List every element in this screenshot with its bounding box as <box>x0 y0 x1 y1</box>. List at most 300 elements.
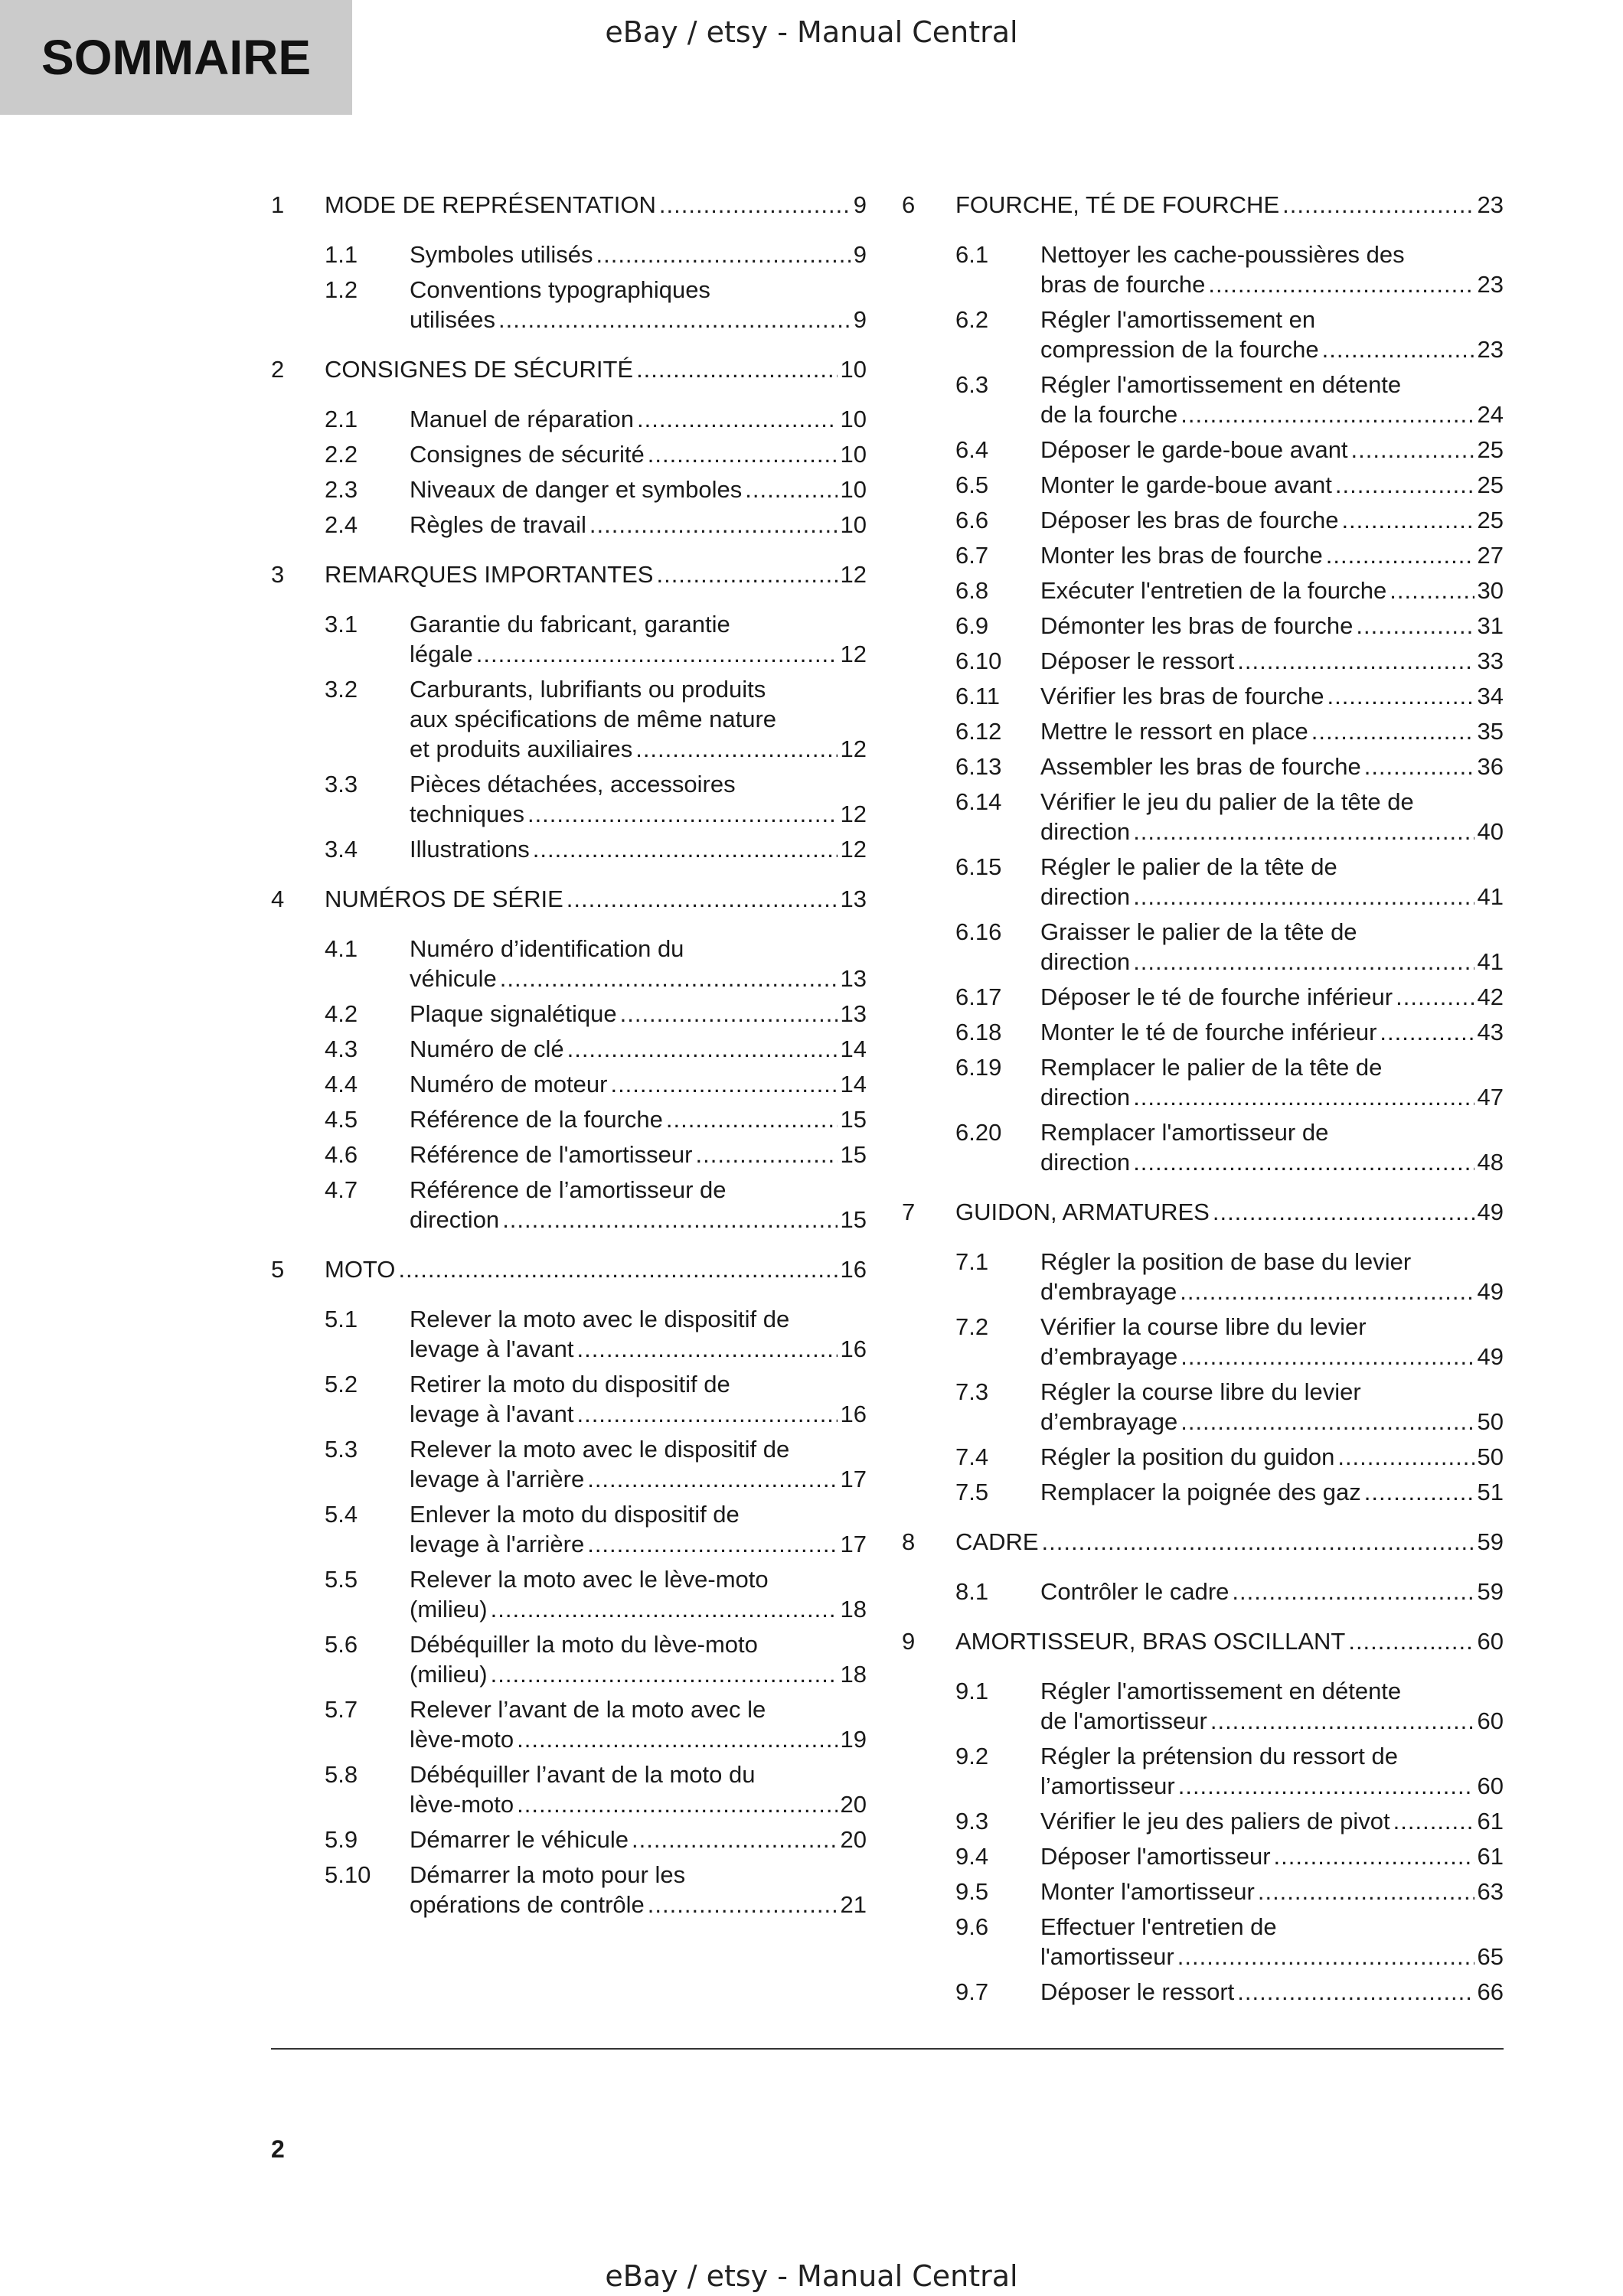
toc-entry-number: 5.3 <box>325 1436 358 1463</box>
toc-entry-title: Numéro de moteur <box>410 1071 608 1097</box>
toc-entry-text <box>1040 787 1504 846</box>
dot-leader <box>1282 190 1474 220</box>
toc-entry-title-line: Conventions typographiques <box>410 276 710 303</box>
toc-page-number: 60 <box>1477 1628 1504 1655</box>
toc-entry-leader-line <box>1040 982 1504 1012</box>
toc-entry-title: Démarrer le véhicule <box>410 1826 629 1853</box>
toc-page-number: 34 <box>1477 683 1504 709</box>
dot-leader <box>587 1529 837 1559</box>
toc-page-number: 12 <box>840 641 867 667</box>
toc-section[interactable] <box>271 404 867 434</box>
toc-entry-leader-line <box>410 1825 867 1854</box>
toc-entry-title: Déposer le té de fourche inférieur <box>1040 983 1393 1010</box>
toc-entry-number: 6.17 <box>955 983 1002 1010</box>
toc-section[interactable] <box>902 1377 1504 1437</box>
toc-entry-title-line: Retirer la moto du dispositif de <box>410 1371 730 1397</box>
toc-entry-text <box>1040 1741 1504 1801</box>
toc-entry-leader-line <box>1040 576 1504 605</box>
toc-page-number: 18 <box>840 1661 867 1688</box>
toc-page-number: 66 <box>1477 1978 1504 2005</box>
toc-section[interactable] <box>271 1694 867 1754</box>
dot-leader <box>695 1140 837 1169</box>
dot-leader <box>637 404 838 434</box>
toc-entry-title: FOURCHE, TÉ DE FOURCHE <box>955 191 1280 218</box>
dot-leader <box>596 240 850 269</box>
toc-section[interactable] <box>902 1442 1504 1472</box>
toc-section[interactable] <box>902 1052 1504 1112</box>
toc-page-number: 14 <box>840 1071 867 1097</box>
toc-entry-text <box>410 834 867 864</box>
toc-entry-leader-line <box>410 510 867 540</box>
toc-entry-leader-line <box>410 1659 867 1689</box>
watermark-top: eBay / etsy - Manual Central <box>605 15 1018 49</box>
toc-entry-leader-line <box>410 799 867 829</box>
toc-entry-leader-line <box>410 240 867 269</box>
toc-entry-title-line: Graisser le palier de la tête de <box>1040 918 1357 945</box>
toc-section[interactable] <box>902 435 1504 465</box>
toc-entry-title: Numéro de clé <box>410 1035 564 1062</box>
toc-entry-title: direction <box>1040 1084 1131 1110</box>
toc-entry-title: Déposer le ressort <box>1040 647 1235 674</box>
toc-entry-title: Exécuter l'entretien de la fourche <box>1040 577 1387 604</box>
toc-entry-text <box>1040 240 1504 299</box>
toc-entry-text <box>1040 1912 1504 1971</box>
toc-entry-title: d’embrayage <box>1040 1343 1178 1370</box>
toc-entry-text <box>410 1629 867 1689</box>
toc-chapter[interactable] <box>271 559 867 589</box>
toc-entry-title-line: Référence de l’amortisseur de <box>410 1176 727 1203</box>
toc-page-number: 16 <box>840 1401 867 1427</box>
toc-page-number: 59 <box>1477 1528 1504 1555</box>
toc-section[interactable] <box>902 1977 1504 2007</box>
dot-leader <box>1326 540 1474 570</box>
toc-entry-title: Manuel de réparation <box>410 406 634 432</box>
toc-entry-text <box>410 275 867 334</box>
toc-section[interactable] <box>902 305 1504 364</box>
toc-entry-text <box>410 674 867 764</box>
toc-entry-number: 4.7 <box>325 1176 358 1203</box>
toc-section[interactable] <box>271 1034 867 1064</box>
toc-section[interactable] <box>271 1629 867 1689</box>
toc-section[interactable] <box>902 370 1504 429</box>
toc-entry-text <box>325 559 867 589</box>
toc-entry-leader-line <box>410 834 867 864</box>
toc-entry-number: 6.18 <box>955 1019 1002 1045</box>
toc-entry-number: 7 <box>902 1199 916 1225</box>
toc-entry-number: 4.6 <box>325 1141 358 1168</box>
toc-entry-leader-line <box>1040 1082 1504 1112</box>
toc-entry-text <box>410 999 867 1029</box>
toc-section[interactable] <box>902 1877 1504 1906</box>
toc-entry-title: opérations de contrôle <box>410 1891 645 1918</box>
toc-entry-title: Illustrations <box>410 836 530 863</box>
toc-page-number: 23 <box>1477 191 1504 218</box>
toc-entry-title: compression de la fourche <box>1040 336 1319 363</box>
toc-entry-number: 5.1 <box>325 1306 358 1332</box>
toc-entry-title: Règles de travail <box>410 511 586 538</box>
toc-section[interactable] <box>271 240 867 269</box>
dot-leader <box>567 1034 838 1064</box>
toc-page-number: 12 <box>840 801 867 827</box>
dot-leader <box>1181 1342 1474 1371</box>
toc-page-number: 15 <box>840 1206 867 1233</box>
toc-entry-text <box>410 404 867 434</box>
toc-chapter[interactable] <box>902 1527 1504 1557</box>
toc-entry-title: REMARQUES IMPORTANTES <box>325 561 654 588</box>
toc-section[interactable] <box>271 609 867 669</box>
dot-leader <box>1348 1626 1474 1656</box>
toc-section[interactable] <box>902 1676 1504 1736</box>
toc-entry-leader-line <box>955 1626 1504 1656</box>
toc-section[interactable] <box>902 1247 1504 1306</box>
dot-leader <box>567 884 838 914</box>
toc-entry-leader-line <box>1040 882 1504 912</box>
toc-entry-number: 9.3 <box>955 1808 989 1835</box>
toc-page-number: 27 <box>1477 542 1504 569</box>
toc-entry-title: Démonter les bras de fourche <box>1040 612 1354 639</box>
toc-section[interactable] <box>271 1175 867 1234</box>
toc-entry-text <box>1040 1577 1504 1606</box>
toc-section[interactable] <box>902 716 1504 746</box>
toc-entry-text <box>1040 917 1504 977</box>
dot-leader <box>656 559 837 589</box>
toc-entry-number: 6.2 <box>955 306 989 333</box>
toc-entry-leader-line <box>325 884 867 914</box>
toc-page-number: 61 <box>1477 1843 1504 1870</box>
toc-entry-title: techniques <box>410 801 524 827</box>
toc-entry-title: Niveaux de danger et symboles <box>410 476 743 503</box>
toc-entry-number: 9.2 <box>955 1743 989 1769</box>
toc-entry-text <box>1040 1377 1504 1437</box>
toc-page-number: 36 <box>1477 753 1504 780</box>
toc-entry-title-line: Régler l'amortissement en détente <box>1040 371 1402 398</box>
watermark-bottom: eBay / etsy - Manual Central <box>605 2259 1018 2293</box>
toc-entry-text <box>410 769 867 829</box>
toc-entry-title-line: Débéquiller la moto du lève-moto <box>410 1631 758 1658</box>
toc-column-left <box>271 190 867 1925</box>
toc-section[interactable] <box>902 917 1504 977</box>
toc-page-number: 23 <box>1477 271 1504 298</box>
toc-section[interactable] <box>271 1069 867 1099</box>
toc-section[interactable] <box>902 852 1504 912</box>
dot-leader <box>1181 400 1474 429</box>
toc-chapter[interactable] <box>271 354 867 384</box>
toc-section[interactable] <box>271 439 867 469</box>
toc-entry-text <box>1040 1442 1504 1472</box>
toc-entry-leader-line <box>410 639 867 669</box>
toc-page-number: 49 <box>1477 1278 1504 1305</box>
toc-chapter[interactable] <box>271 1254 867 1284</box>
dot-leader <box>1133 817 1474 846</box>
toc-page-number: 49 <box>1477 1199 1504 1225</box>
dot-leader <box>745 475 837 504</box>
toc-entry-title: Vérifier le jeu des paliers de pivot <box>1040 1808 1390 1835</box>
toc-entry-leader-line <box>1040 269 1504 299</box>
toc-section[interactable] <box>271 510 867 540</box>
toc-entry-number: 4.1 <box>325 935 358 962</box>
toc-section[interactable] <box>902 982 1504 1012</box>
toc-page-number: 43 <box>1477 1019 1504 1045</box>
toc-chapter[interactable] <box>902 190 1504 220</box>
toc-page-number: 59 <box>1477 1578 1504 1605</box>
toc-section[interactable] <box>902 681 1504 711</box>
toc-entry-text <box>1040 540 1504 570</box>
toc-entry-leader-line <box>410 1529 867 1559</box>
toc-entry-title-line: Remplacer l'amortisseur de <box>1040 1119 1329 1146</box>
toc-entry-leader-line <box>410 1724 867 1754</box>
toc-entry-leader-line <box>1040 1841 1504 1871</box>
toc-page-number: 20 <box>840 1791 867 1818</box>
toc-entry-number: 5.6 <box>325 1631 358 1658</box>
toc-entry-text <box>410 1304 867 1364</box>
toc-page-number: 12 <box>840 836 867 863</box>
toc-section[interactable] <box>902 576 1504 605</box>
toc-entry-number: 6.9 <box>955 612 989 639</box>
toc-entry-number: 6.7 <box>955 542 989 569</box>
toc-entry-title: Monter les bras de fourche <box>1040 542 1323 569</box>
toc-entry-title: direction <box>410 1206 500 1233</box>
toc-entry-title-line: Débéquiller l’avant de la moto du <box>410 1761 756 1788</box>
toc-section[interactable] <box>902 1841 1504 1871</box>
dot-leader <box>632 1825 838 1854</box>
toc-section[interactable] <box>271 834 867 864</box>
toc-chapter[interactable] <box>271 884 867 914</box>
toc-entry-number: 9.4 <box>955 1843 989 1870</box>
toc-page-number: 20 <box>840 1826 867 1853</box>
dot-leader <box>1356 611 1474 641</box>
toc-section[interactable] <box>902 752 1504 781</box>
toc-entry-number: 6.13 <box>955 753 1002 780</box>
toc-entry-text <box>1040 1247 1504 1306</box>
toc-entry-title: CONSIGNES DE SÉCURITÉ <box>325 356 634 383</box>
toc-section[interactable] <box>271 1860 867 1919</box>
toc-entry-title-line: aux spécifications de même nature <box>410 706 777 732</box>
toc-entry-text <box>955 1527 1504 1557</box>
toc-section[interactable] <box>271 1499 867 1559</box>
toc-entry-leader-line <box>1040 646 1504 676</box>
dot-leader <box>1337 1442 1474 1472</box>
toc-section[interactable] <box>271 1140 867 1169</box>
toc-column-right <box>902 190 1504 2012</box>
dot-leader <box>1180 1277 1474 1306</box>
toc-section[interactable] <box>902 1477 1504 1507</box>
toc-entry-leader-line <box>325 190 867 220</box>
dot-leader <box>1133 1147 1474 1177</box>
toc-entry-text <box>1040 1977 1504 2007</box>
toc-section[interactable] <box>902 1577 1504 1606</box>
toc-section[interactable] <box>271 275 867 334</box>
toc-entry-leader-line <box>410 964 867 993</box>
toc-entry-title: levage à l'arrière <box>410 1466 585 1492</box>
toc-entry-text <box>410 1825 867 1854</box>
toc-entry-title: levage à l'avant <box>410 1336 574 1362</box>
toc-section[interactable] <box>271 1434 867 1494</box>
toc-entry-title: direction <box>1040 948 1131 975</box>
toc-section[interactable] <box>271 1760 867 1819</box>
toc-entry-number: 6.4 <box>955 436 989 463</box>
toc-entry-text <box>1040 1052 1504 1112</box>
toc-section[interactable] <box>271 1304 867 1364</box>
toc-entry-number: 2.1 <box>325 406 358 432</box>
toc-entry-leader-line <box>410 1205 867 1234</box>
dot-leader <box>659 190 851 220</box>
toc-entry-number: 7.1 <box>955 1248 989 1275</box>
toc-section[interactable] <box>902 1017 1504 1047</box>
toc-section[interactable] <box>271 475 867 504</box>
dot-leader <box>517 1789 837 1819</box>
toc-page-number: 10 <box>840 356 867 383</box>
dot-leader <box>1364 1477 1474 1507</box>
dot-leader <box>1335 470 1474 500</box>
toc-entry-text <box>325 354 867 384</box>
toc-section[interactable] <box>902 540 1504 570</box>
toc-entry-title-line: Régler le palier de la tête de <box>1040 853 1337 880</box>
toc-entry-title-line: Relever l’avant de la moto avec le <box>410 1696 766 1723</box>
toc-entry-text <box>1040 752 1504 781</box>
toc-entry-title: l’amortisseur <box>1040 1773 1175 1799</box>
toc-chapter[interactable] <box>902 1197 1504 1227</box>
toc-page-number: 33 <box>1477 647 1504 674</box>
toc-entry-text <box>410 1369 867 1429</box>
toc-entry-text <box>1040 370 1504 429</box>
toc-entry-text <box>410 1860 867 1919</box>
toc-section[interactable] <box>902 611 1504 641</box>
dot-leader <box>648 1890 838 1919</box>
toc-entry-number: 9 <box>902 1628 916 1655</box>
toc-section[interactable] <box>271 934 867 993</box>
toc-entry-title: Référence de l'amortisseur <box>410 1141 693 1168</box>
toc-entry-title-line: Démarrer la moto pour les <box>410 1861 686 1888</box>
toc-section[interactable] <box>271 1104 867 1134</box>
toc-page-number: 13 <box>840 1000 867 1027</box>
toc-page-number: 25 <box>1477 436 1504 463</box>
toc-entry-text <box>1040 852 1504 912</box>
toc-entry-text <box>1040 716 1504 746</box>
toc-entry-number: 3.1 <box>325 611 358 638</box>
toc-entry-number: 6 <box>902 191 916 218</box>
toc-section[interactable] <box>271 1825 867 1854</box>
toc-entry-title-line: Remplacer le palier de la tête de <box>1040 1054 1383 1081</box>
toc-entry-leader-line <box>410 305 867 334</box>
toc-entry-number: 7.3 <box>955 1378 989 1405</box>
toc-entry-title: Monter le garde-boue avant <box>1040 471 1332 498</box>
dot-leader <box>1210 1706 1474 1736</box>
toc-entry-number: 5.5 <box>325 1566 358 1593</box>
toc-section[interactable] <box>902 1806 1504 1836</box>
toc-entry-title: Déposer l'amortisseur <box>1040 1843 1271 1870</box>
toc-chapter[interactable] <box>271 190 867 220</box>
toc-page-number: 23 <box>1477 336 1504 363</box>
toc-section[interactable] <box>902 505 1504 535</box>
toc-page-number: 9 <box>853 241 867 268</box>
toc-entry-title-line: Relever la moto avec le dispositif de <box>410 1306 790 1332</box>
dot-leader <box>500 964 838 993</box>
toc-section[interactable] <box>271 769 867 829</box>
toc-section[interactable] <box>902 1912 1504 1971</box>
dot-leader <box>1390 576 1474 605</box>
toc-entry-leader-line <box>1040 1771 1504 1801</box>
toc-chapter[interactable] <box>902 1626 1504 1656</box>
dot-leader <box>498 305 851 334</box>
toc-section[interactable] <box>902 646 1504 676</box>
toc-entry-title-line: Régler l'amortissement en détente <box>1040 1678 1402 1704</box>
toc-entry-title: direction <box>1040 883 1131 910</box>
toc-entry-number: 5 <box>271 1256 285 1283</box>
toc-entry-title: levage à l'avant <box>410 1401 574 1427</box>
toc-entry-leader-line <box>1040 1477 1504 1507</box>
toc-entry-title: Remplacer la poignée des gaz <box>1040 1479 1361 1505</box>
toc-entry-leader-line <box>1040 817 1504 846</box>
toc-entry-title: GUIDON, ARMATURES <box>955 1199 1210 1225</box>
toc-entry-leader-line <box>410 1594 867 1624</box>
toc-entry-leader-line <box>1040 716 1504 746</box>
toc-entry-number: 2.2 <box>325 441 358 468</box>
toc-entry-number: 3.3 <box>325 771 358 797</box>
toc-section[interactable] <box>271 1564 867 1624</box>
toc-entry-leader-line <box>410 439 867 469</box>
toc-entry-leader-line <box>410 1789 867 1819</box>
dot-leader <box>589 510 838 540</box>
toc-entry-number: 2.3 <box>325 476 358 503</box>
toc-entry-title-line: Relever la moto avec le dispositif de <box>410 1436 790 1463</box>
toc-section[interactable] <box>902 1117 1504 1177</box>
toc-entry-number: 6.12 <box>955 718 1002 745</box>
toc-entry-title: Monter le té de fourche inférieur <box>1040 1019 1377 1045</box>
toc-entry-title: Déposer le garde-boue avant <box>1040 436 1348 463</box>
toc-page-number: 60 <box>1477 1707 1504 1734</box>
toc-section[interactable] <box>902 1312 1504 1371</box>
toc-entry-number: 6.10 <box>955 647 1002 674</box>
toc-entry-number: 1.2 <box>325 276 358 303</box>
toc-page-number: 17 <box>840 1466 867 1492</box>
toc-entry-title: Déposer les bras de fourche <box>1040 507 1339 533</box>
toc-section[interactable] <box>271 999 867 1029</box>
dot-leader <box>502 1205 837 1234</box>
toc-section[interactable] <box>271 674 867 764</box>
toc-page-number: 24 <box>1477 401 1504 428</box>
toc-entry-leader-line <box>410 1140 867 1169</box>
toc-entry-text <box>410 1140 867 1169</box>
toc-entry-number: 1 <box>271 191 285 218</box>
dot-leader <box>533 834 838 864</box>
toc-entry-number: 8.1 <box>955 1578 989 1605</box>
toc-section[interactable] <box>902 787 1504 846</box>
toc-section[interactable] <box>902 1741 1504 1801</box>
toc-entry-number: 3 <box>271 561 285 588</box>
toc-entry-title: AMORTISSEUR, BRAS OSCILLANT <box>955 1628 1346 1655</box>
dot-leader <box>1237 1977 1474 2007</box>
toc-section[interactable] <box>902 470 1504 500</box>
toc-entry-number: 1.1 <box>325 241 358 268</box>
toc-entry-text <box>1040 505 1504 535</box>
toc-entry-text <box>410 934 867 993</box>
toc-page-number: 13 <box>840 885 867 912</box>
toc-page-number: 9 <box>853 306 867 333</box>
toc-section[interactable] <box>902 240 1504 299</box>
toc-entry-number: 5.10 <box>325 1861 371 1888</box>
toc-entry-text <box>1040 435 1504 465</box>
toc-entry-leader-line <box>955 1527 1504 1557</box>
toc-entry-title: (milieu) <box>410 1596 488 1623</box>
toc-page-number: 10 <box>840 441 867 468</box>
toc-section[interactable] <box>271 1369 867 1429</box>
toc-entry-title: (milieu) <box>410 1661 488 1688</box>
toc-entry-leader-line <box>410 999 867 1029</box>
toc-page-number: 13 <box>840 965 867 992</box>
dot-leader <box>1322 334 1474 364</box>
toc-entry-title-line: Régler la prétension du ressort de <box>1040 1743 1398 1769</box>
toc-entry-text <box>1040 1117 1504 1177</box>
